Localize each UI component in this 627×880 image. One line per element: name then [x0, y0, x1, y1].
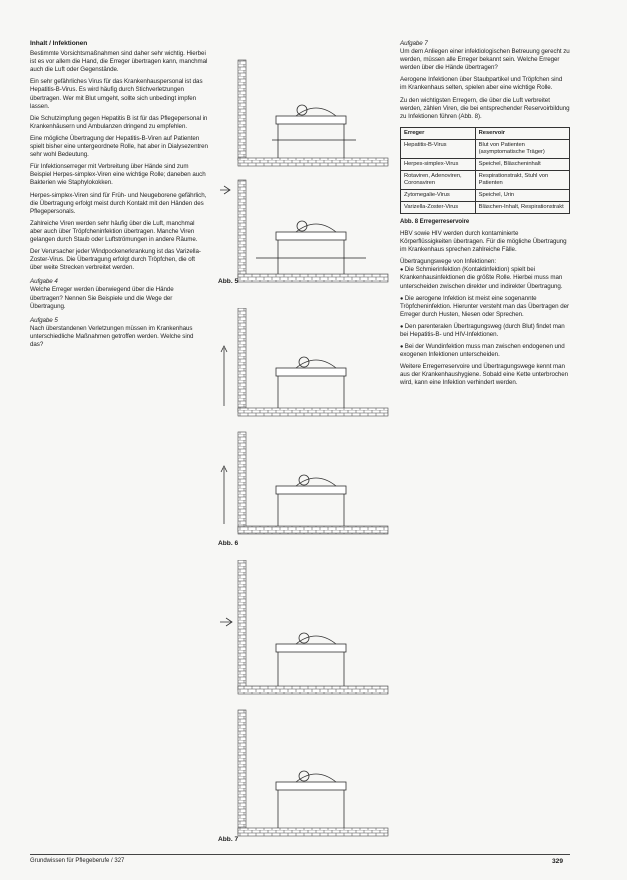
- table-cell: Rotaviren, Adenoviren, Coronaviren: [401, 170, 476, 189]
- figure-7: [216, 560, 392, 845]
- paragraph: Ein sehr gefährliches Virus für das Krankenhauspersonal ist das Hepatitis-B-Virus. Es wird häufig durch Stichverletzungen übertragen. Wer mit Blut umgeht, sollte sich unbedingt impfen lassen.: [30, 78, 203, 110]
- table-cell: Varizella-Zoster-Virus: [401, 201, 476, 213]
- table-cell: Blut von Patienten (asymptomatische Träger): [475, 139, 569, 158]
- bullet-item: ● Bei der Wundinfektion muss man zwischen endogenen und exogenen Infektionen unterscheiden.: [400, 343, 570, 359]
- table-row: [401, 189, 570, 201]
- paragraph: Aerogene Infektionen über Staubpartikel und Tröpfchen sind im Krankenhaus selten, spielen aber eine wichtige Rolle.: [400, 76, 563, 92]
- task-title: Aufgabe 5: [30, 316, 58, 324]
- table-cell: Zytomegalie-Virus: [401, 189, 476, 201]
- task-text: Um dem Anliegen einer infektiologischen Betreuung gerecht zu werden, müssen alle Erreger bekannt sein. Welche Erreger werden über die Hände übertragen?: [400, 48, 570, 72]
- paragraph: Eine mögliche Übertragung der Hepatitis-B-Viren auf Patienten spielt bisher eine untergeordnete Rolle, hat aber in Dialysezentren sehr wohl Bedeutung.: [30, 134, 208, 159]
- table-header: Erreger: [401, 127, 476, 139]
- footer-text: Grundwissen für Pflegeberufe / 327: [30, 858, 125, 864]
- figure-6: [216, 308, 392, 547]
- task-title: Aufgabe 4: [30, 278, 58, 286]
- figure-caption: Abb. 7: [218, 836, 239, 843]
- paragraph-title: Übertragungswege von Infektionen:: [400, 258, 497, 266]
- bullet-item: ● Die aerogene Infektion ist meist eine sogenannte Tröpfcheninfektion. Hierunter versteht man das Übertragen der Erreger durch Husten, Niesen oder Sprechen.: [400, 295, 570, 319]
- table-cell: Herpes-simplex-Virus: [401, 158, 476, 170]
- figure-caption: Abb. 6: [218, 540, 239, 547]
- paragraph: HBV sowie HIV werden durch kontaminierte Körperflüssigkeiten übertragen. Für die mögliche Übertragung im Krankenhaus sprechen zahlreiche Fälle.: [400, 229, 567, 254]
- figure-caption: Abb. 5: [218, 278, 239, 285]
- table-cell: Bläschen-Inhalt, Respirationstrakt: [475, 201, 569, 213]
- bullet-item: ● Den parenteralen Übertragungsweg (durch Blut) findet man bei Hepatitis-B- und HIV-Infektionen.: [400, 323, 570, 339]
- table-header: Reservoir: [475, 127, 569, 139]
- paragraph: Bestimmte Vorsichtsmaßnahmen sind daher sehr wichtig. Hierbei ist es vor allem die Hand, die Erreger übertragen kann, manchmal auch die Luft oder Gegenstände.: [30, 50, 208, 74]
- paragraph: Zahlreiche Viren werden sehr häufig über die Luft, manchmal aber auch über Tröpfcheninfektion übertragen. Manche Viren gelangen durch Staub oder Luftströmungen in andere Räume.: [30, 219, 198, 243]
- table-cell: Respirationstrakt, Stuhl von Patienten: [475, 170, 569, 189]
- paragraph: Weitere Erregerreservoire und Übertragungswege kennt man aus der Krankenhaushygiene. Sobald eine Kette unterbrochen wird, kann eine Infektion verhindert werden.: [400, 363, 569, 387]
- paragraph: Die Schutzimpfung gegen Hepatitis B ist für das Pflegepersonal in Krankenhäusern und Ambulanzen dringend zu empfehlen.: [30, 114, 208, 130]
- section-heading: Inhalt / Infektionen: [30, 40, 88, 47]
- right-column: [400, 40, 570, 388]
- table-caption: Abb. 8 Erregerreservoire: [400, 218, 470, 225]
- table-row: [401, 158, 570, 170]
- room-diagram-icon: [216, 560, 392, 840]
- task-text: Welche Erreger werden überwiegend über die Hände übertragen? Nennen Sie Beispiele und die Wege der Übertragung.: [30, 286, 174, 310]
- erreger-table: [400, 127, 570, 214]
- room-diagram-icon: [216, 308, 392, 540]
- left-column: [30, 40, 208, 349]
- figure-5: [216, 40, 392, 290]
- paragraph: Der Verursacher jeder Windpockenerkrankung ist das Varizella-Zoster-Virus. Die Übertragung erfolgt durch Tröpfchen, die oft über weite Strecken verbreitet werden.: [30, 248, 201, 272]
- paragraph: Für Infektionserreger mit Verbreitung über Hände sind zum Beispiel Herpes-simplex-Viren eine wichtige Rolle; daneben auch Bakterien wie Staphylokokken.: [30, 163, 206, 187]
- footer-rule: [30, 854, 570, 855]
- table-cell: Speichel, Urin: [475, 189, 569, 201]
- room-diagram-icon: [216, 40, 392, 290]
- page-number: 329: [552, 858, 564, 865]
- bullet-item: ● Die Schmierinfektion (Kontaktinfektion) spielt bei Krankenhausinfektionen die größte Rolle. Hierbei muss man unterscheiden zwischen direkter und indirekter Übertragung.: [400, 266, 570, 290]
- table-row: [401, 170, 570, 189]
- table-row: [401, 201, 570, 213]
- table-cell: Hepatitis-B-Virus: [401, 139, 476, 158]
- paragraph: Herpes-simplex-Viren sind für Früh- und Neugeborene gefährlich, die Übertragung erfolgt meist durch Kontakt mit den Händen des Pflegepersonals.: [30, 191, 207, 215]
- task-text: Nach überstandenen Verletzungen müssen im Krankenhaus unterschiedliche Maßnahmen getroffen werden. Welche sind das?: [30, 324, 194, 348]
- paragraph: Zu den wichtigsten Erregern, die über die Luft verbreitet werden, zählen Viren, die bei entsprechender Reservoirbildung zu Infektionen führen (Abb. 8).: [400, 96, 570, 120]
- table-cell: Speichel, Bläscheninhalt: [475, 158, 569, 170]
- table-row: [401, 139, 570, 158]
- task-title: Aufgabe 7: [400, 40, 428, 47]
